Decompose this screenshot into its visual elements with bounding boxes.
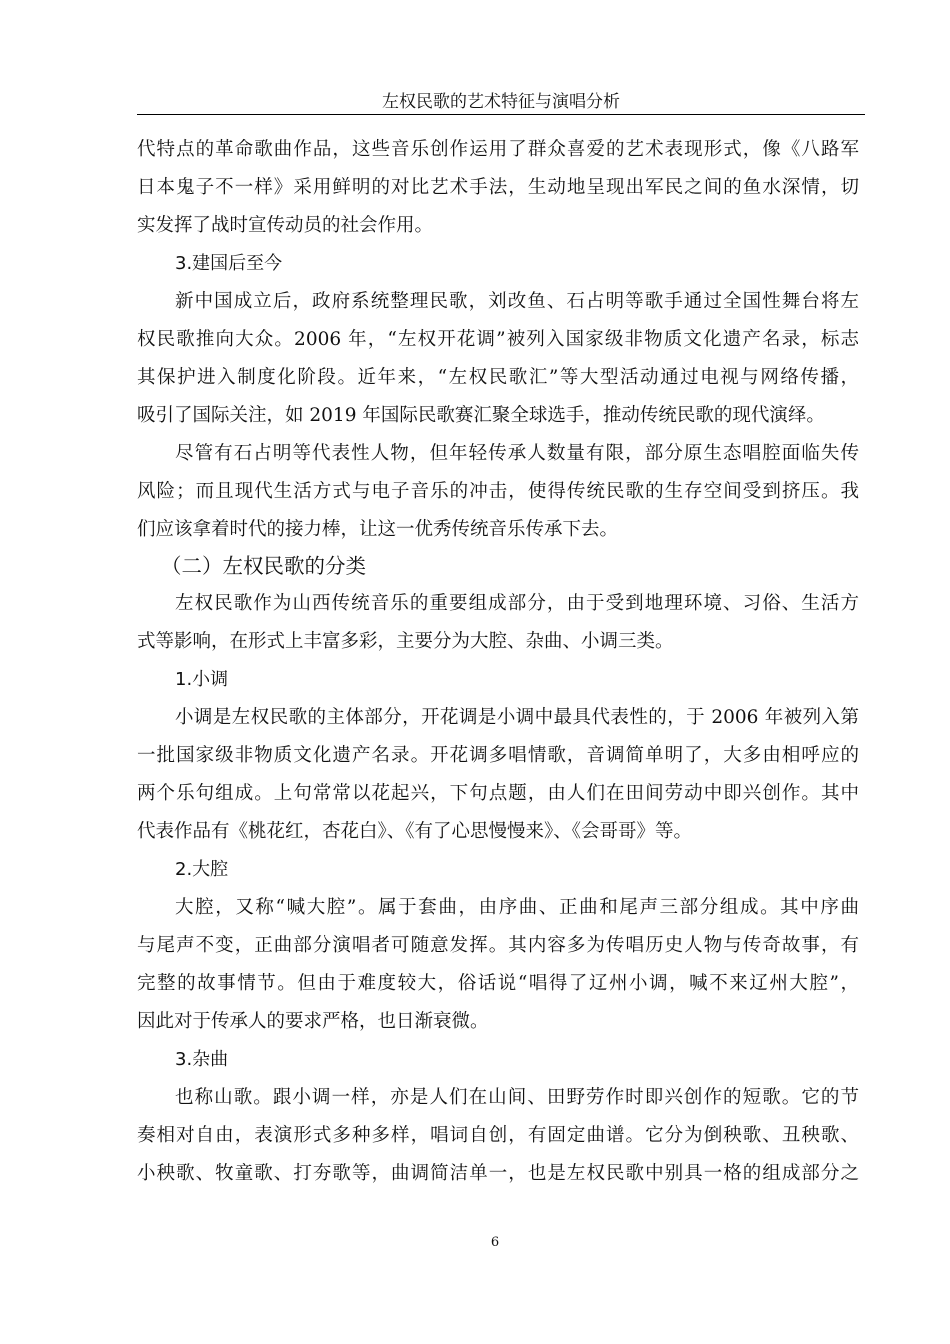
text-line: 实发挥了战时宣传动员的社会作用。 <box>137 215 434 236</box>
text-line: 大腔，又称“喊大腔”。属于套曲，由序曲、正曲和尾声三部分组成。其中序曲 <box>175 897 859 918</box>
text-line: 风险；而且现代生活方式与电子音乐的冲击，使得传统民歌的生存空间受到挤压。我 <box>137 481 859 502</box>
text-line: 代表作品有《桃花红，杏花白》、《有了心思慢慢来》、《会哥哥》等。 <box>137 821 693 842</box>
document-body <box>137 131 859 1193</box>
text-line: 与尾声不变，正曲部分演唱者可随意发挥。其内容多为传唱历史人物与传奇故事，有 <box>137 935 859 956</box>
text-line: 一批国家级非物质文化遗产名录。开花调多唱情歌，音调简单明了，大多由相呼应的 <box>137 745 859 766</box>
text-line: 式等影响，在形式上丰富多彩，主要分为大腔、杂曲、小调三类。 <box>137 631 674 652</box>
text-line: 也称山歌。跟小调一样，亦是人们在山间、田野劳作时即兴创作的短歌。它的节 <box>175 1087 859 1108</box>
subsection-heading: 2.大腔 <box>175 859 229 880</box>
text-line: 小秧歌、牧童歌、打夯歌等，曲调简洁单一，也是左权民歌中别具一格的组成部分之 <box>137 1163 859 1184</box>
paragraph <box>137 699 859 851</box>
text-line: 奏相对自由，表演形式多种多样，唱词自创，有固定曲谱。它分为倒秧歌、丑秧歌、 <box>137 1125 859 1146</box>
paragraph <box>137 585 859 661</box>
running-header: 左权民歌的艺术特征与演唱分析 <box>137 90 865 115</box>
text-line: 新中国成立后，政府系统整理民歌，刘改鱼、石占明等歌手通过全国性舞台将左 <box>175 291 859 312</box>
text-line: 小调是左权民歌的主体部分，开花调是小调中最具代表性的，于 2006 年被列入第 <box>175 707 859 728</box>
subsection-heading: 1.小调 <box>175 669 229 690</box>
text-line: 尽管有石占明等代表性人物，但年轻传承人数量有限，部分原生态唱腔面临失传 <box>175 443 859 464</box>
text-line: 左权民歌作为山西传统音乐的重要组成部分，由于受到地理环境、习俗、生活方 <box>175 593 859 614</box>
paragraph <box>137 889 859 1041</box>
section-heading: （二）左权民歌的分类 <box>161 554 366 578</box>
text-line: 两个乐句组成。上句常常以花起兴，下句点题，由人们在田间劳动中即兴创作。其中 <box>137 783 859 804</box>
subsection-heading: 3.杂曲 <box>175 1049 229 1070</box>
paragraph <box>137 1079 859 1193</box>
text-line: 其保护进入制度化阶段。近年来，“左权民歌汇”等大型活动通过电视与网络传播， <box>137 367 859 388</box>
text-line: 完整的故事情节。但由于难度较大，俗话说“唱得了辽州小调，喊不来辽州大腔”， <box>137 973 859 994</box>
subsection-heading: 3.建国后至今 <box>175 253 283 274</box>
text-line: 日本鬼子不一样》采用鲜明的对比艺术手法，生动地呈现出军民之间的鱼水深情，切 <box>137 177 859 198</box>
text-line: 因此对于传承人的要求严格，也日渐衰微。 <box>137 1011 489 1032</box>
text-line: 吸引了国际关注，如 2019 年国际民歌赛汇聚全球选手，推动传统民歌的现代演绎。 <box>137 405 825 426</box>
text-line: 们应该拿着时代的接力棒，让这一优秀传统音乐传承下去。 <box>137 519 619 540</box>
page-number: 6 <box>490 1235 500 1250</box>
paragraph <box>137 283 859 435</box>
text-line: 权民歌推向大众。2006 年，“左权开花调”被列入国家级非物质文化遗产名录，标志 <box>137 329 859 350</box>
paragraph <box>137 435 859 549</box>
text-line: 代特点的革命歌曲作品，这些音乐创作运用了群众喜爱的艺术表现形式，像《八路军 <box>137 139 859 160</box>
paragraph <box>137 131 859 245</box>
